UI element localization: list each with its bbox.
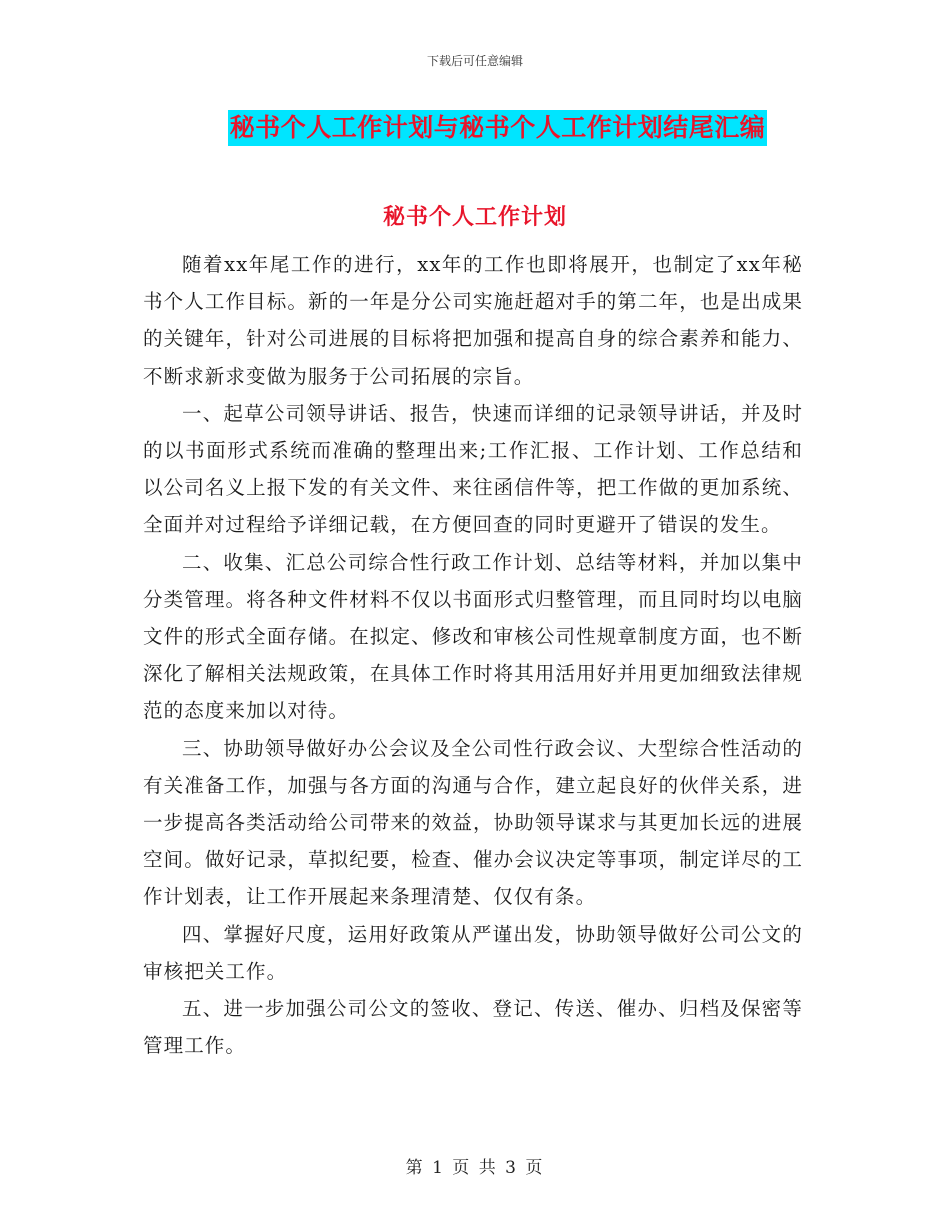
section-title: 秘书个人工作计划: [382, 205, 567, 230]
paragraph: 五、进一步加强公司公文的签收、登记、传送、催办、归档及保密等管理工作。: [143, 997, 803, 1058]
paragraph: 三、协助领导做好办公会议及全公司性行政会议、大型综合性活动的有关准备工作，加强与各方面的沟通与合作，建立起良好的伙伴关系，进一步提高各类活动给公司带来的效益，协助领导谋求与其更加长远的进展空间。做好记录，草拟纪要，检查、催办会议决定等事项，制定详尽的工作计划表，让工作开展起来条理清楚、仅仅有条。: [143, 736, 803, 909]
paragraph: 四、掌握好尺度，运用好政策从严谨出发，协助领导做好公司公文的审核把关工作。: [143, 922, 803, 983]
paragraph: 随着xx年尾工作的进行，xx年的工作也即将展开，也制定了xx年秘书个人工作目标。新的一年是分公司实施赶超对手的第二年，也是出成果的关键年，针对公司进展的目标将把加强和提高自身的综合素养和能力、不断求新求变做为服务于公司拓展的宗旨。: [143, 253, 803, 388]
paragraph: 一、起草公司领导讲话、报告，快速而详细的记录领导讲话，并及时的以书面形式系统而准确的整理出来;工作汇报、工作计划、工作总结和以公司名义上报下发的有关文件、来往函信件等，把工作做的更加系统、全面并对过程给予详细记载，在方便回查的同时更避开了错误的发生。: [143, 401, 803, 537]
main-title: 秘书个人工作计划与秘书个人工作计划结尾汇编: [228, 110, 768, 146]
body-text: [143, 246, 803, 1064]
header-note: 下载后可任意编辑: [426, 54, 523, 68]
main-title-container: [0, 110, 950, 146]
page-indicator: 第 1 页 共 3 页: [405, 1158, 545, 1178]
paragraph: 二、收集、汇总公司综合性行政工作计划、总结等材料，并加以集中分类管理。将各种文件材料不仅以书面形式归整管理，而且同时均以电脑文件的形式全面存储。在拟定、修改和审核公司性规章制度方面，也不断深化了解相关法规政策，在具体工作时将其用活用好并用更加细致法律规范的态度来加以对待。: [143, 550, 803, 723]
